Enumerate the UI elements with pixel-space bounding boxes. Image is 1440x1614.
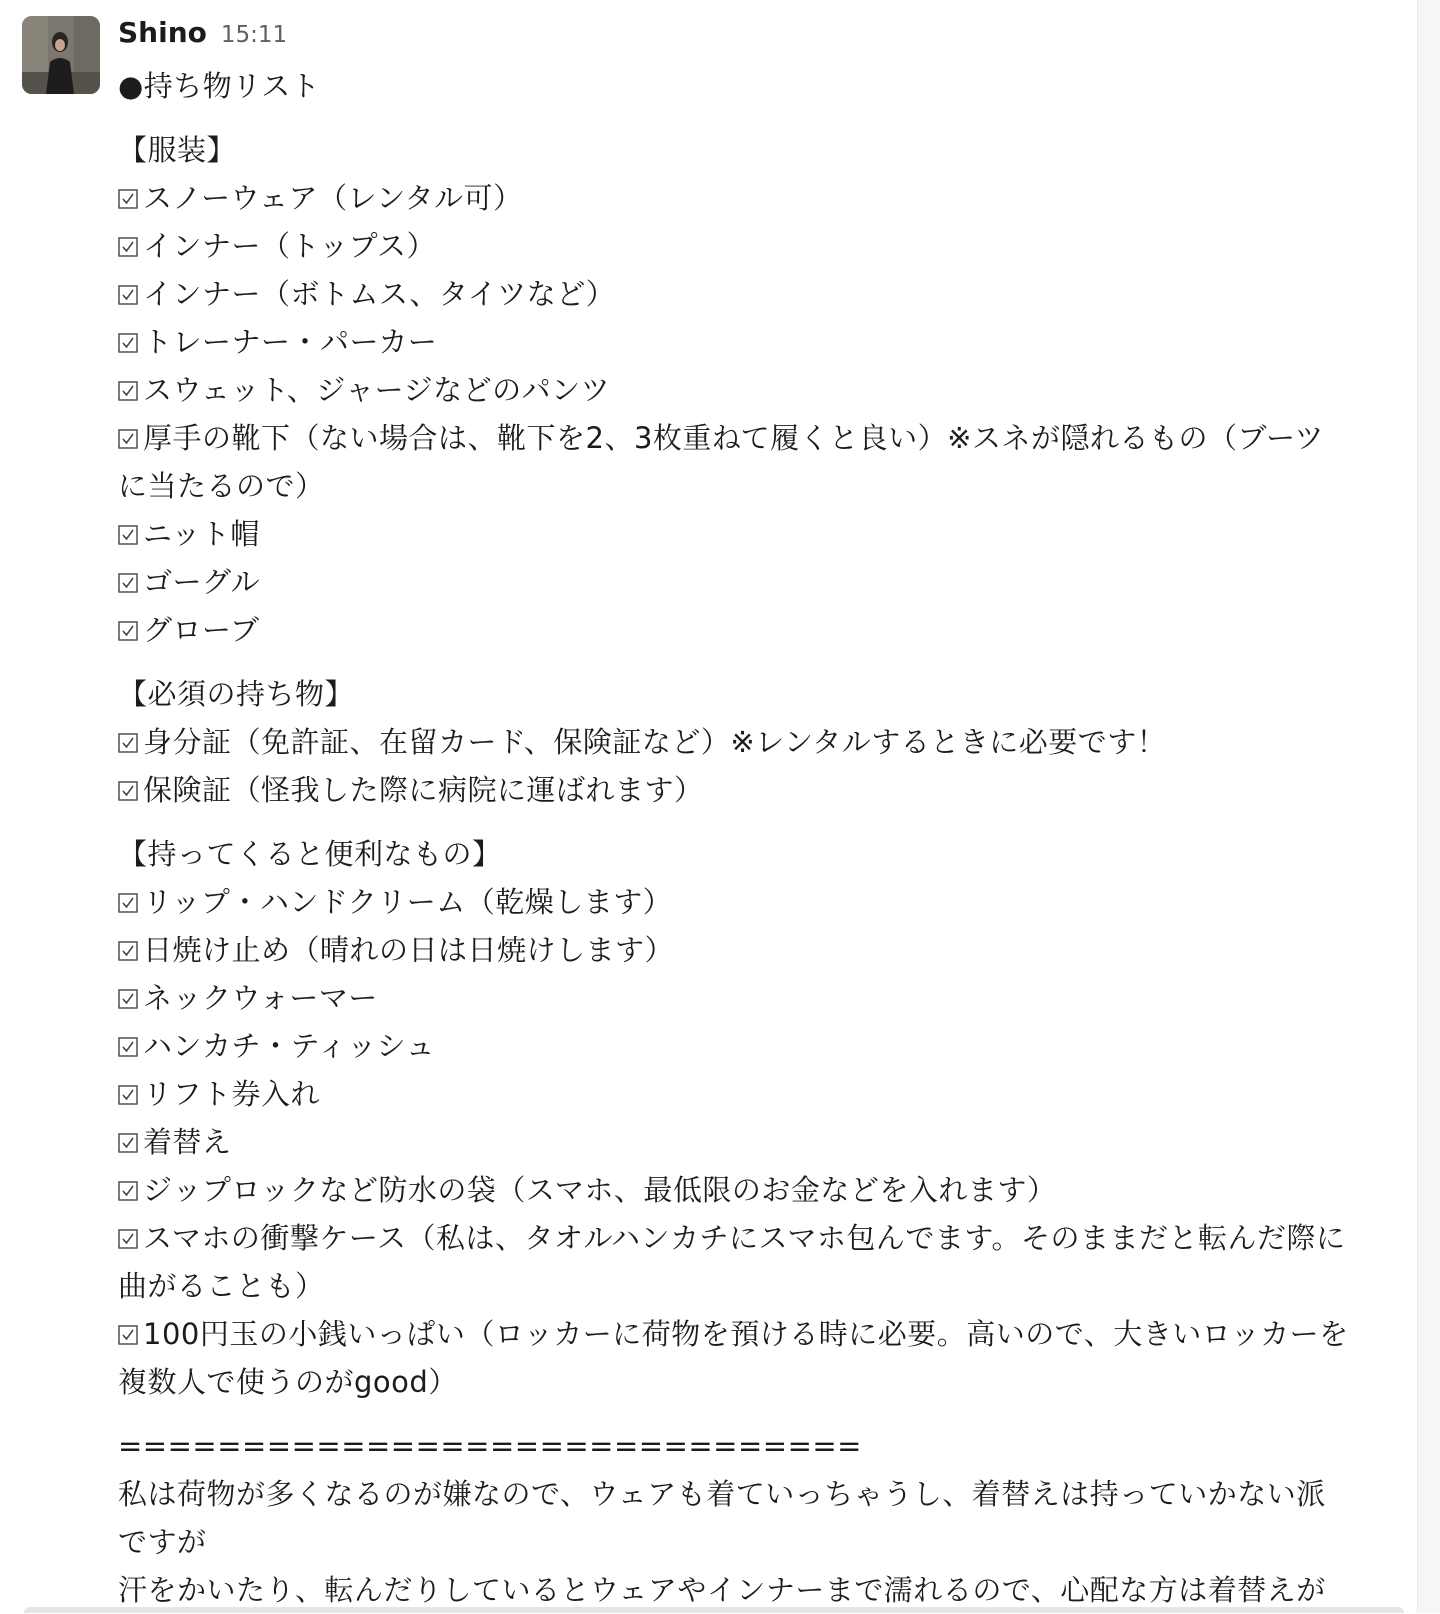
note-line: ですが [118, 1525, 207, 1559]
timestamp[interactable]: 15:11 [220, 22, 288, 48]
avatar[interactable] [22, 16, 100, 94]
list-item [118, 414, 1400, 510]
list-item-text: スノーウェア（レンタル可） [143, 181, 523, 215]
list-item [118, 926, 1400, 974]
list-item [118, 1070, 1400, 1118]
message-content [118, 62, 1400, 1614]
checkbox-icon [118, 767, 138, 787]
checkbox-icon [118, 1023, 138, 1043]
list-item [118, 974, 1400, 1022]
list-item-text: グローブ [143, 613, 260, 647]
message-composer-edge [24, 1607, 1404, 1613]
message-title: ●持ち物リスト [118, 69, 321, 103]
checkbox-icon [118, 1119, 138, 1139]
checkbox-icon [118, 319, 138, 339]
list-item-text: 保険証（怪我した際に病院に運ばれます） [143, 773, 704, 807]
list-item-text: スマホの衝撃ケース（私は、タオルハンカチにスマホ包んでます。そのままだと転んだ際に 曲がることも） [118, 1221, 1346, 1303]
list-item-text: リフト券入れ [143, 1077, 321, 1111]
list-item [118, 766, 1400, 814]
list-item [118, 222, 1400, 270]
list-item-text: ゴーグル [143, 565, 261, 599]
scrollbar-track[interactable] [1417, 0, 1440, 1613]
list-item [118, 606, 1400, 654]
checkbox-icon [118, 719, 138, 739]
checkbox-icon [118, 271, 138, 291]
checkbox-icon [118, 1167, 138, 1187]
list-item [118, 270, 1400, 318]
list-item-text: リップ・ハンドクリーム（乾燥します） [143, 885, 673, 919]
checkbox-icon [118, 223, 138, 243]
separator-line: ============================== [118, 1429, 862, 1463]
list-item [118, 1310, 1400, 1406]
checkbox-icon [118, 1215, 138, 1235]
list-item-text: スウェット、ジャージなどのパンツ [143, 373, 611, 407]
list-item [118, 366, 1400, 414]
checkbox-icon [118, 367, 138, 387]
list-item [118, 718, 1400, 766]
checkbox-icon [118, 175, 138, 195]
section-heading: 【必須の持ち物】 [118, 677, 355, 711]
list-item [118, 1118, 1400, 1166]
list-item-text: インナー（トップス） [143, 229, 436, 263]
checkbox-icon [118, 415, 138, 435]
spacer [118, 1406, 1400, 1422]
list-item [118, 558, 1400, 606]
list-item [118, 1166, 1400, 1214]
list-item-text: ジップロックなど防水の袋（スマホ、最低限のお金などを入れます） [143, 1173, 1057, 1207]
checkbox-icon [118, 975, 138, 995]
checkbox-icon [118, 1311, 138, 1331]
checkbox-icon [118, 1071, 138, 1091]
note-line: 汗をかいたり、転んだりしているとウェアやインナーまで濡れるので、心配な方は着替えが [118, 1573, 1326, 1607]
section-heading: 【持ってくると便利なもの】 [118, 837, 502, 871]
list-item-text: インナー（ボトムス、タイツなど） [143, 277, 616, 311]
list-item [118, 510, 1400, 558]
checkbox-icon [118, 607, 138, 627]
checkbox-icon [118, 511, 138, 531]
list-item-text: 身分証（免許証、在留カード、保険証など）※レンタルするときに必要です！ [143, 725, 1167, 759]
list-item-text: ハンカチ・ティッシュ [143, 1029, 436, 1063]
list-item-text: 厚手の靴下（ない場合は、靴下を2、3枚重ねて履くと良い）※スネが隠れるもの（ブーツ に当たるので） [118, 421, 1324, 503]
author-name[interactable]: Shino [118, 16, 207, 49]
checkbox-icon [118, 927, 138, 947]
list-item [118, 174, 1400, 222]
list-item-text: 日焼け止め（晴れの日は日焼けします） [143, 933, 675, 967]
note-line: 私は荷物が多くなるのが嫌なので、ウェアも着ていっちゃうし、着替えは持っていかない派 [118, 1477, 1326, 1511]
list-item-text: ニット帽 [143, 517, 260, 551]
list-item-text: 着替え [143, 1125, 232, 1159]
list-item [118, 1022, 1400, 1070]
message-header [118, 16, 1400, 50]
section-heading: 【服装】 [118, 133, 237, 167]
checkbox-icon [118, 879, 138, 899]
checkbox-icon [118, 559, 138, 579]
list-item [118, 878, 1400, 926]
list-item-text: トレーナー・パーカー [143, 325, 438, 359]
list-item [118, 1214, 1400, 1310]
list-item [118, 318, 1400, 366]
list-item-text: 100円玉の小銭いっぱい（ロッカーに荷物を預ける時に必要。高いので、大きいロッカーを 複数人で使うのがgood） [118, 1317, 1349, 1399]
list-item-text: ネックウォーマー [143, 981, 378, 1015]
